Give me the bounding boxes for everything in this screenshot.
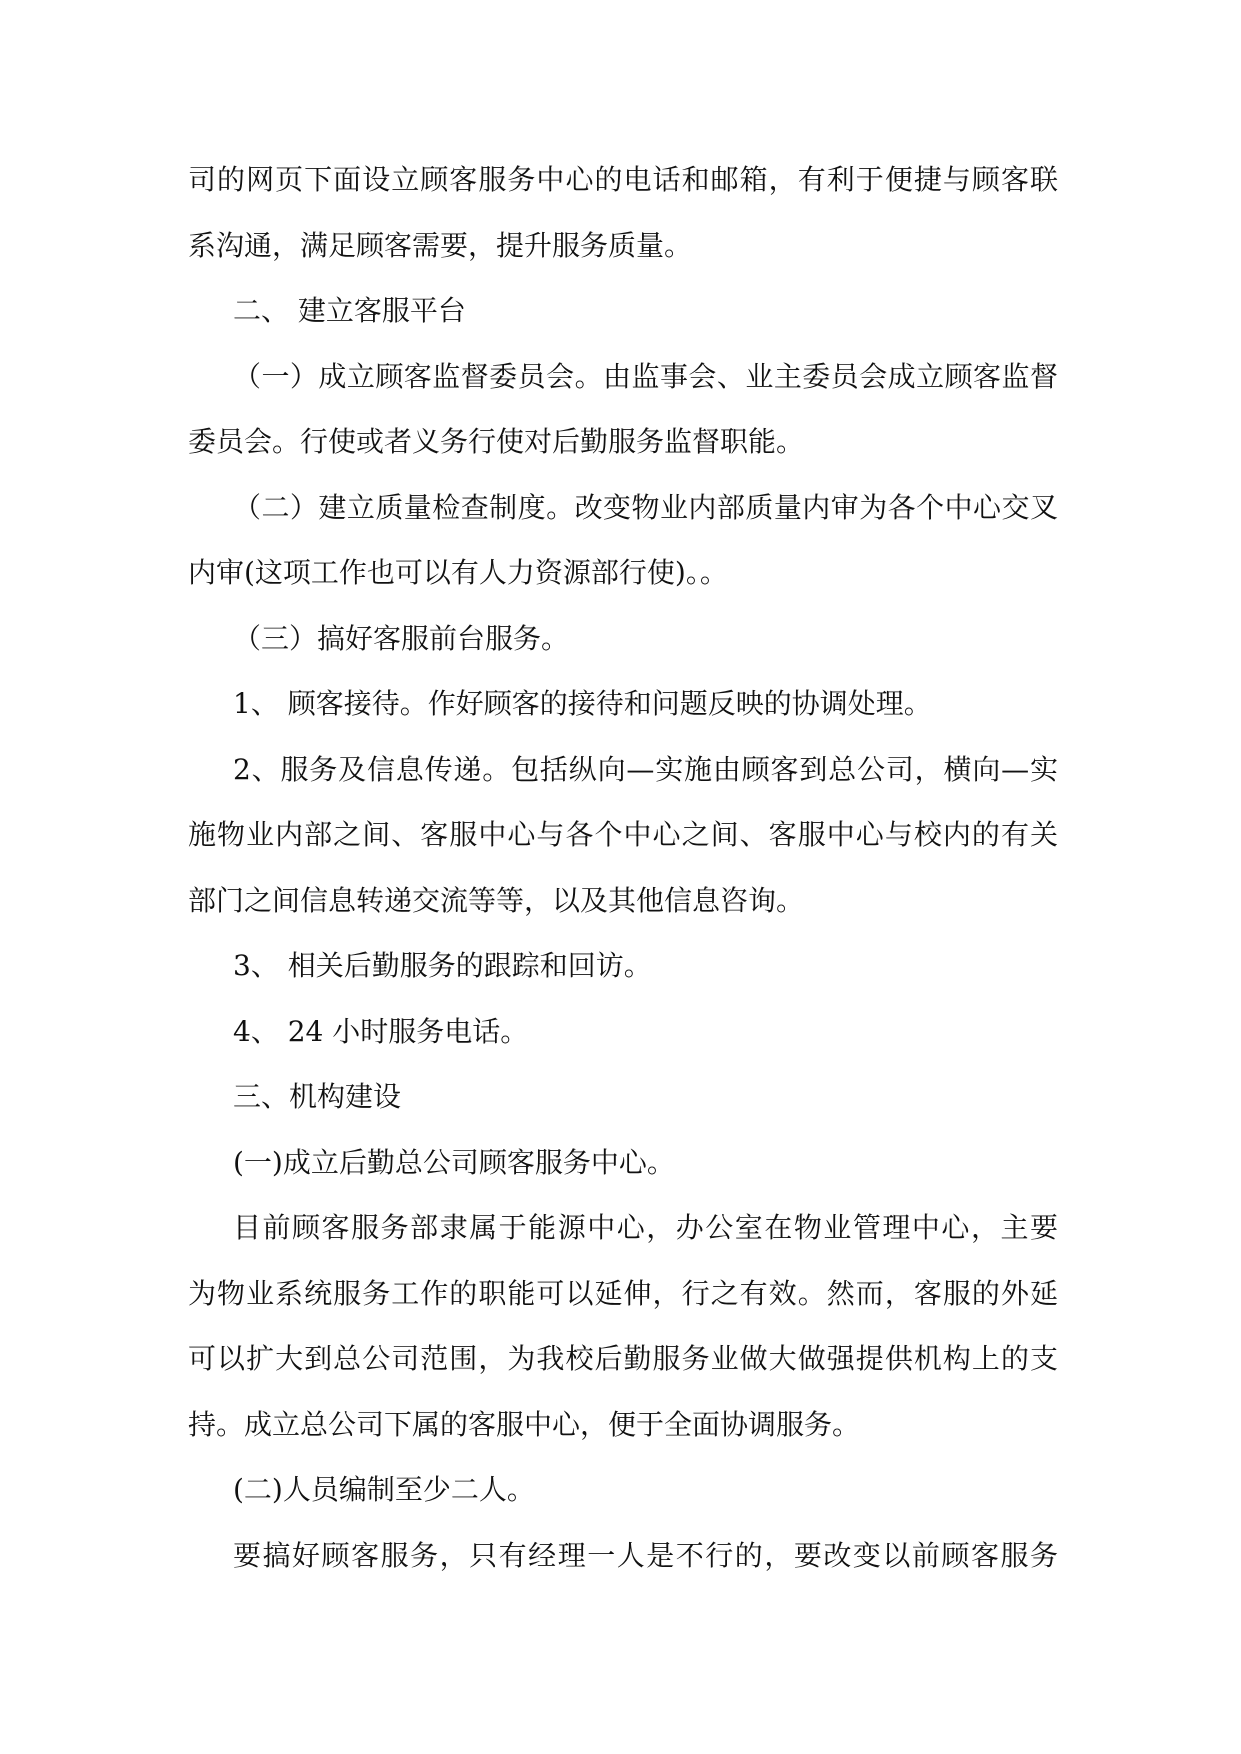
text-line: 二、 建立客服平台 [233, 294, 466, 327]
text-line: 2、服务及信息传递。包括纵向—实施由顾客到总公司，横向—实 [233, 752, 1058, 786]
text-line: 三、机构建设 [233, 1080, 402, 1113]
text-line: (一)成立后勤总公司顾客服务中心。 [233, 1145, 675, 1179]
text-line: 要搞好顾客服务，只有经理一人是不行的，要改变以前顾客服务 [233, 1538, 1058, 1572]
text-line: （一）成立顾客监督委员会。由监事会、业主委员会成立顾客监督 [233, 359, 1058, 393]
text-line: 内审(这项工作也可以有人力资源部行使)。。 [188, 556, 728, 589]
text-line: （二）建立质量检查制度。改变物业内部质量内审为各个中心交叉 [233, 490, 1058, 524]
text-line: 为物业系统服务工作的职能可以延伸，行之有效。然而，客服的外延 [188, 1276, 1058, 1310]
text-line: 司的网页下面设立顾客服务中心的电话和邮箱，有利于便捷与顾客联 [188, 163, 1058, 196]
text-line: （三）搞好客服前台服务。 [233, 621, 570, 655]
text-line: 系沟通，满足顾客需要，提升服务质量。 [188, 228, 693, 262]
text-line: 持。成立总公司下属的客服中心，便于全面协调服务。 [188, 1407, 861, 1441]
text-line: 委员会。行使或者义务行使对后勤服务监督职能。 [188, 425, 805, 458]
document-body [188, 160, 1058, 1601]
text-line: 施物业内部之间、客服中心与各个中心之间、客服中心与校内的有关 [188, 818, 1058, 851]
text-line: 可以扩大到总公司范围，为我校后勤服务业做大做强提供机构上的支 [188, 1342, 1058, 1375]
text-line: 4、 24 小时服务电话。 [233, 1014, 529, 1048]
text-line: (二)人员编制至少二人。 [233, 1473, 535, 1506]
text-line: 部门之间信息转递交流等等，以及其他信息咨询。 [188, 883, 805, 917]
text-line: 目前顾客服务部隶属于能源中心，办公室在物业管理中心，主要 [233, 1211, 1058, 1244]
text-line: 1、 顾客接待。作好顾客的接待和问题反映的协调处理。 [233, 687, 932, 720]
text-line: 3、 相关后勤服务的跟踪和回访。 [233, 949, 652, 982]
